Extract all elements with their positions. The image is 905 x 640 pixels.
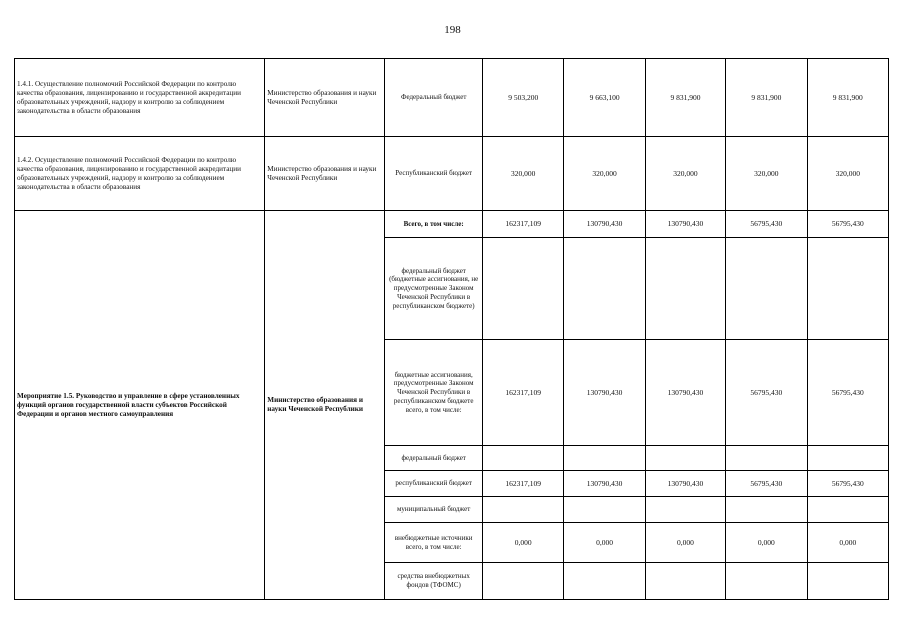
value-cell (807, 238, 888, 340)
value-cell: 320,000 (726, 137, 807, 211)
value-cell (726, 563, 807, 600)
value-cell: 320,000 (483, 137, 564, 211)
executor-cell: Министерство образования и науки Чеченской Республики (265, 211, 385, 600)
funding-source: федеральный бюджет (бюджетные ассигнования, не предусмотренные Законом Чеченской Республики в республиканском бюджете) (385, 238, 483, 340)
value-cell: 162317,109 (483, 340, 564, 446)
funding-source: муниципальный бюджет (385, 497, 483, 523)
event-description: Мероприятие 1.5. Руководство и управление в сфере установленных функций органов государственной власти субъектов Российской Федерации и органов местного самоуправления (15, 211, 265, 600)
value-cell (645, 563, 725, 600)
value-cell (483, 446, 564, 471)
value-cell: 130790,430 (564, 211, 645, 238)
value-cell (807, 563, 888, 600)
value-cell: 0,000 (483, 523, 564, 563)
value-cell (645, 238, 725, 340)
value-cell: 56795,430 (726, 471, 807, 497)
value-cell (807, 446, 888, 471)
value-cell (726, 497, 807, 523)
value-cell (483, 563, 564, 600)
value-cell: 320,000 (645, 137, 725, 211)
value-cell: 56795,430 (807, 211, 888, 238)
value-cell (483, 238, 564, 340)
value-cell: 9 663,100 (564, 59, 645, 137)
value-cell: 130790,430 (564, 340, 645, 446)
funding-source: бюджетные ассигнования, предусмотренные Законом Чеченской Республики в республиканском бюджете всего, в том числе: (385, 340, 483, 446)
value-cell (645, 446, 725, 471)
value-cell: 162317,109 (483, 211, 564, 238)
value-cell (726, 238, 807, 340)
budget-table (14, 58, 889, 600)
value-cell: 320,000 (564, 137, 645, 211)
value-cell: 320,000 (807, 137, 888, 211)
value-cell: 56795,430 (726, 340, 807, 446)
value-cell: 9 503,200 (483, 59, 564, 137)
value-cell (564, 497, 645, 523)
value-cell: 130790,430 (645, 211, 725, 238)
value-cell (645, 497, 725, 523)
funding-source: Федеральный бюджет (385, 59, 483, 137)
value-cell (564, 238, 645, 340)
value-cell: 130790,430 (645, 340, 725, 446)
table-row (15, 211, 889, 238)
value-cell: 0,000 (564, 523, 645, 563)
value-cell: 56795,430 (807, 471, 888, 497)
value-cell: 162317,109 (483, 471, 564, 497)
value-cell: 56795,430 (726, 211, 807, 238)
executor-cell: Министерство образования и науки Чеченской Республики (265, 137, 385, 211)
funding-source: Республиканский бюджет (385, 137, 483, 211)
event-description: 1.4.2. Осуществление полномочий Российской Федерации по контролю качества образования, лицензированию и государственной аккредитации образовательных учреждений, надзору и контролю за соблюдением законодательства в области образования (15, 137, 265, 211)
value-cell: 56795,430 (807, 340, 888, 446)
funding-source: республиканский бюджет (385, 471, 483, 497)
funding-source: федеральный бюджет (385, 446, 483, 471)
value-cell (564, 446, 645, 471)
value-cell: 0,000 (807, 523, 888, 563)
value-cell: 9 831,900 (807, 59, 888, 137)
value-cell: 130790,430 (645, 471, 725, 497)
executor-cell: Министерство образования и науки Чеченской Республики (265, 59, 385, 137)
value-cell (564, 563, 645, 600)
table-row (15, 137, 889, 211)
funding-source: Всего, в том числе: (385, 211, 483, 238)
page-number: 198 (444, 24, 461, 36)
value-cell (807, 497, 888, 523)
event-description: 1.4.1. Осуществление полномочий Российской Федерации по контролю качества образования, лицензированию и государственной аккредитации образовательных учреждений, надзору и контролю за соблюдением законодательства в области образования (15, 59, 265, 137)
funding-source: внебюджетные источники всего, в том числе: (385, 523, 483, 563)
value-cell: 9 831,900 (645, 59, 725, 137)
value-cell: 0,000 (726, 523, 807, 563)
value-cell (483, 497, 564, 523)
value-cell (726, 446, 807, 471)
value-cell: 9 831,900 (726, 59, 807, 137)
table-row (15, 59, 889, 137)
funding-source: средства внебюджетных фондов (ТФОМС) (385, 563, 483, 600)
value-cell: 0,000 (645, 523, 725, 563)
value-cell: 130790,430 (564, 471, 645, 497)
